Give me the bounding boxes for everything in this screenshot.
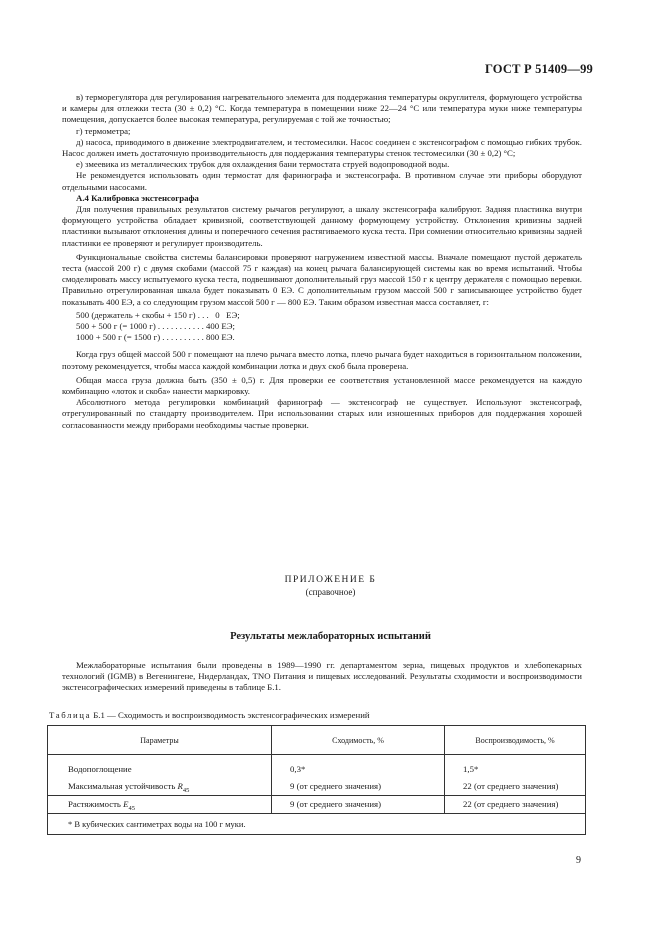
reproducibility-cell: [445, 755, 586, 796]
row-water-absorption: Водопоглощение: [68, 764, 132, 774]
standard-header: ГОСТ Р 51409—99: [484, 62, 593, 76]
paragraph-functional: Функциональные свойства системы балансировки проверяют нагружением известной массы. Вначале помещают пустой держатель теста (массой 200 г) с двумя скобами (массой 75 г каждая) на конец рычага балансирующей системы как во время испытаний. Чтобы смоделировать массу испытуемого куска теста, подвешивают дополнительный груз массой 150 г к центру держателя с помощью веревки. Правильно отрегулированная шкала будет показывать 0 ЕЭ. С дополнительным грузом массой 500 г записывающее устройство будет показывать 400 ЕЭ, а со следующим грузом массой 500 г — 800 ЕЭ. Таким образом известная масса составляет, г:: [62, 251, 582, 307]
paragraph-when-load: Когда груз общей массой 500 г помещают на плечо рычага вместо лотка, плечо рычага будет находиться в горизонтальном положении, поэтому рекомендуется, чтобы масса каждой комбинации лотка и двух скоб была проверена.: [62, 349, 582, 371]
intro-paragraph: Межлабораторные испытания были проведены в 1989—1990 гг. департаментом зерна, пищевых продуктов и хлебопекарных технологий (IGMB) в Вегенингене, Нидерландах, TNO Питания и пищевых исследований. Результаты сходимости и воспроизводимости экстенсографических измерений приведены в таблице Б.1.: [62, 660, 582, 693]
paragraph-not-recommended: Не рекомендуется использовать один термостат для фаринографа и экстенсографа. В противном случае эти приборы оборудуют отдельными насосами.: [62, 170, 582, 192]
calc-line: 1000 + 500 г (= 1500 г) . . . . . . . . . . 800 ЕЭ.: [76, 332, 235, 343]
section-title: Результаты межлабораторных испытаний: [230, 631, 431, 642]
paragraph-absolute-method: Абсолютного метода регулировки комбинаций фаринограф — экстенсограф не существует. Используют экстенсограф, отрегулированный по стандарту производителем. При использовании старых или изношенных приборов для поддержания хорошей согласованности между приборами необходимы частые проверки.: [62, 397, 582, 430]
paragraph-item-e: е) змеевика из металлических трубок для охлаждения бани термостата струей водопроводной воды.: [76, 159, 450, 170]
section-heading-a4: А.4 Калибровка экстенсографа: [76, 192, 199, 203]
reprod-water: 1,5*: [463, 764, 479, 774]
appendix-a-continuation: [62, 92, 582, 431]
table-caption-text: Б.1 — Сходимость и воспроизводимость экстенсографических измерений: [91, 710, 370, 720]
results-table: [47, 725, 586, 835]
paragraph-item-g: г) термометра;: [76, 125, 131, 136]
paragraph-calibration: Для получения правильных результатов систему рычагов регулируют, а шкалу экстенсографа калибруют. Задняя пластинка внутри формующего устройства обладает кривизной, соответствующей данному формующему устройству. Отклонения кривизны задней пластинки вызывают отклонения длины и поперечного сечения растягиваемого куска теста. При сомнении относительно кривизны задней пластинки ее проверяют и регулирует производитель.: [62, 204, 582, 248]
row-max-resistance: Максимальная устойчивость $R_{45}$: [68, 781, 190, 794]
paragraph-item-v: в) терморегулятора для регулирования нагревательного элемента для поддержания температуры округлителя, формующего устройства и камеры для отлежки теста (30 ± 0,2) °С. Когда температура в помещении ниже 22—24 °С или температура муки ниже температуры помещения, допускается более высокая температура, регулируемая с той же точностью;: [62, 92, 582, 125]
page-number: 9: [576, 855, 581, 866]
table-row: [48, 755, 586, 796]
header-repeatability: Сходимость, %: [272, 726, 445, 755]
calc-line: 500 + 500 г (= 1000 г) . . . . . . . . . . . 400 ЕЭ;: [76, 321, 235, 332]
repeat-extensibility: 9 (от среднего значения): [290, 799, 381, 809]
table-footnote-row: [48, 814, 586, 835]
header-parameters: Параметры: [48, 726, 272, 755]
table-row: [48, 796, 586, 814]
calculation-list: [76, 310, 582, 344]
paragraph-item-d: д) насоса, приводимого в движение электродвигателем, и тестомесилки. Насос соединен с экстенсографом с помощью гибких трубок. Насос должен иметь достаточную производительность для поддержания температуры стенок тестомесилки (30 ± 0,2) °С;: [62, 136, 582, 159]
calc-line: 500 (держатель + скобы + 150 г) . . . 0 ЕЭ;: [76, 309, 240, 320]
appendix-subtitle: (справочное): [305, 587, 356, 597]
reprod-max-resistance: 22 (от среднего значения): [463, 781, 559, 791]
table-header-row: [48, 726, 586, 755]
reprod-extensibility: 22 (от среднего значения): [463, 799, 559, 809]
header-reproducibility: Воспроизводимость, %: [445, 726, 586, 755]
parameter-cell: [48, 796, 272, 814]
repeat-max-resistance: 9 (от среднего значения): [290, 781, 381, 791]
table-caption-label: Таблица: [49, 710, 92, 720]
repeat-water: 0,3*: [290, 764, 306, 774]
appendix-intro: [62, 660, 582, 694]
repeatability-cell: [272, 755, 445, 796]
row-extensibility: Растяжимость $E_{45}$: [68, 799, 135, 812]
table-caption: [49, 710, 370, 720]
table-footnote: * В кубических сантиметрах воды на 100 г муки.: [48, 814, 586, 835]
paragraph-total-mass: Общая масса груза должна быть (350 ± 0,5) г. Для проверки ее соответствия установленной массе рекомендуется на каждую комбинацию «лоток и скоба» нанести маркировку.: [62, 374, 582, 397]
appendix-title: ПРИЛОЖЕНИЕ Б: [284, 575, 377, 585]
repeatability-cell: [272, 796, 445, 814]
reproducibility-cell: [445, 796, 586, 814]
parameter-cell: [48, 755, 272, 796]
